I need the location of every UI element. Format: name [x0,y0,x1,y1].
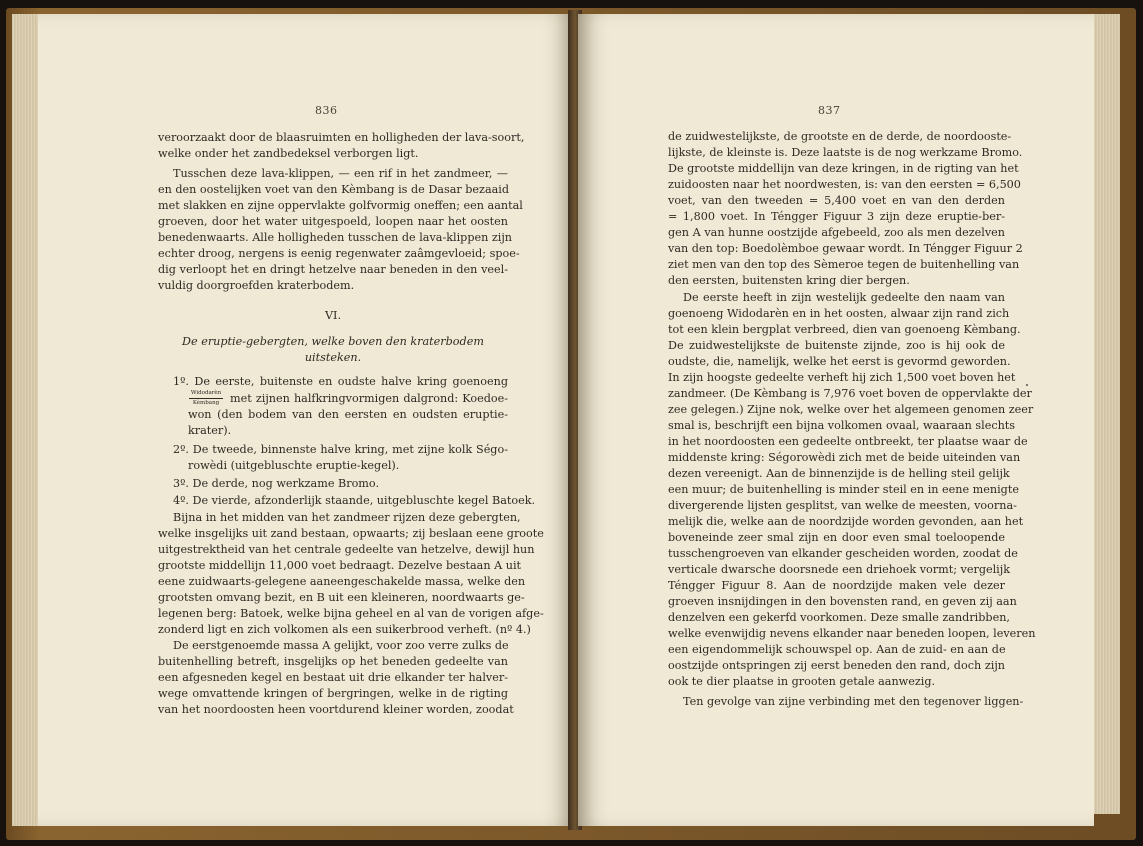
text-line: oostzijde ontspringen zij eerst beneden den rand, doch zijn [668,659,1005,672]
text-line: wege omvattende kringen of bergringen, welke in de rigting [158,687,508,700]
text-line: van het noordoosten heen voortdurend kleiner worden, zoodat [158,703,514,716]
text-line: ziet men van den top des Sèmeroe tegen de buitenhelling van [668,258,1020,271]
text-line: smal is, beschrijft een bijna volkomen ovaal, waaraan slechts [668,419,1016,432]
text-line: De eerste heeft in zijn westelijk gedeelte den naam van [683,291,1005,304]
text-line: middenste kring: Ségorowèdi zich met de beide uiteinden van [668,451,1021,464]
text-line: vuldig doorgroefden kraterbodem. [158,279,355,292]
list-item: 3º. De derde, nog werkzame Bromo. [173,477,380,490]
text-line: met slakken en zijne oppervlakte golfvormig oneffen; een aantal [158,199,523,212]
right-page [578,14,1094,826]
text-line: Téngger Figuur 8. Aan de noordzijde maken vele dezer [668,579,1005,592]
text-line: welke evenwijdig nevens elkander naar beneden loopen, leveren [668,627,1036,640]
text-line: benedenwaarts. Alle holligheden tusschen de lava-klippen zijn [158,231,513,244]
text-line: eene zuidwaarts-gelegene aaneengeschakelde massa, welke den [158,575,526,588]
list-item: won (den bodem van den eersten en oudsten eruptie- [188,408,508,421]
text-line: de zuidwestelijkste, de grootste en de derde, de noordooste- [668,130,1012,143]
text-line: groeven insnijdingen in den bovensten rand, en geven zij aan [668,595,1017,608]
text-line: zandmeer. (De Kèmbang is 7,976 voet boven de oppervlakte der [668,387,1032,400]
text-line: een afgesneden kegel en bestaat uit drie elkander ter halver- [158,671,508,684]
text-line: oudste, die, namelijk, welke het eerst is gevormd geworden. [668,355,1011,368]
text-line: verticale dwarsche doorsnede een driehoek vormt; vergelijk [668,563,1010,576]
text-line: De zuidwestelijkste de buitenste zijnde, zoo is hij ook de [668,339,1005,352]
list-item: 4º. De vierde, afzonderlijk staande, uitgebluschte kegel Batoek. [173,494,536,507]
paper-speck [1026,384,1028,386]
text-line: In zijn hoogste gedeelte verheft hij zich 1,500 voet boven het [668,371,1016,384]
text-line: boveneinde zeer smal zijn en door even smal toeloopende [668,531,1005,544]
page-edges-right [1090,14,1120,814]
text-line: Bijna in het midden van het zandmeer rijzen deze gebergten, [173,511,521,524]
text-line: zonderd ligt en zich volkomen als een suikerbrood verheft. (nº 4.) [158,623,531,636]
fraction-denominator: Kèmbang [192,400,220,406]
text-line: dig verloopt het en dringt hetzelve naar beneden in den veel- [158,263,508,276]
text-line: welke onder het zandbedeksel verborgen ligt. [158,147,419,160]
list-item: 1º. De eerste, buitenste en oudste halve kring goenoeng [173,375,508,388]
text-line: grootsten omvang bezit, en B uit een kleineren, noordwaarts ge- [158,591,525,604]
page-number: 837 [818,104,841,117]
list-item: 2º. De tweede, binnenste halve kring, met zijne kolk Ségo- [173,443,508,456]
text-line: legenen berg: Batoek, welke bijna geheel en al van de vorigen afge- [158,607,544,620]
text-line: = 1,800 voet. In Téngger Figuur 3 zijn deze eruptie-ber- [668,210,1005,223]
left-page [38,14,573,826]
text-line: buitenhelling betreft, insgelijks op het beneden gedeelte van [158,655,508,668]
text-line: echter droog, nergens is eenig regenwater zaâmgevloeid; spoe- [158,247,520,260]
list-item: rowèdi (uitgebluschte eruptie-kegel). [188,459,400,472]
fraction-bar [189,398,223,399]
text-line: gen A van hunne oostzijde afgebeeld, zoo als men dezelven [668,226,1005,239]
fraction-numerator: Widodarèn [190,390,222,396]
text-line: dezen vereenigt. Aan de binnenzijde is de helling steil gelijk [668,467,1010,480]
text-line: denzelven een gekerfd voorkomen. Deze smalle zandribben, [668,611,1010,624]
text-line: lijkste, de kleinste is. Deze laatste is de nog werkzame Bromo. [668,146,1023,159]
text-line: een eigendommelijk schouwspel op. Aan de zuid- en aan de [668,643,1006,656]
text-line: welke insgelijks uit zand bestaan, opwaarts; zij beslaan eene groote [158,527,544,540]
text-line: ook te dier plaatse in grooten getale aanwezig. [668,675,936,688]
text-line: Ten gevolge van zijne verbinding met den tegenover liggen- [683,695,1024,708]
text-line: Tusschen deze lava-klippen, — een rif in het zandmeer, — [173,167,508,180]
section-title: uitsteken. [304,351,362,364]
text-line: De eerstgenoemde massa A gelijkt, voor zoo verre zulks de [173,639,509,652]
text-line: uitgestrektheid van het centrale gedeelte van hetzelve, dewijl hun [158,543,535,556]
text-line: grootste middellijn 11,000 voet bedraagt. Dezelve bestaan A uit [158,559,522,572]
text-line: in het noordoosten een gedeelte ontbreekt, ter plaatse waar de [668,435,1028,448]
text-line: en den oostelijken voet van den Kèmbang is de Dasar bezaaid [158,183,510,196]
text-line: tusschengroeven van elkander gescheiden worden, zoodat de [668,547,1018,560]
text-line: zuidoosten naar het noordwesten, is: van den eersten = 6,500 [668,178,1021,191]
page-number: 836 [315,104,338,117]
section-numeral: VI. [324,309,342,322]
text-line: veroorzaakt door de blaasruimten en holligheden der lava-soort, [158,131,525,144]
text-line: van den top: Boedolèmboe gewaar wordt. In Téngger Figuur 2 [668,242,1023,255]
text-line: melijk die, welke aan de noordzijde worden gevonden, aan het [668,515,1024,528]
section-title: De eruptie-gebergten, welke boven den kraterbodem [182,335,484,348]
text-line: tot een klein bergplat verbreed, dien van goenoeng Kèmbang. [668,323,1021,336]
text-line: goenoeng Widodarèn en in het oosten, alwaar zijn rand zich [668,307,1010,320]
text-line: den eersten, buitensten kring dier bergen. [668,274,910,287]
text-line: een muur; de buitenhelling is minder steil en in eene menigte [668,483,1019,496]
text-line: groeven, door het water uitgespoeld, loopen naar het oosten [158,215,508,228]
text-line: divergerende lijsten gesplitst, van welke de meesten, voorna- [668,499,1017,512]
list-item: krater). [188,424,232,437]
text-line: voet, van den tweeden = 5,400 voet en van den derden [668,194,1005,207]
text-line: De grootste middellijn van deze kringen, in de rigting van het [668,162,1019,175]
text-line: zee gelegen.) Zijne nok, welke over het algemeen genomen zeer [668,403,1034,416]
list-item: met zijnen halfkringvormigen dalgrond: Koedoe- [230,392,508,405]
